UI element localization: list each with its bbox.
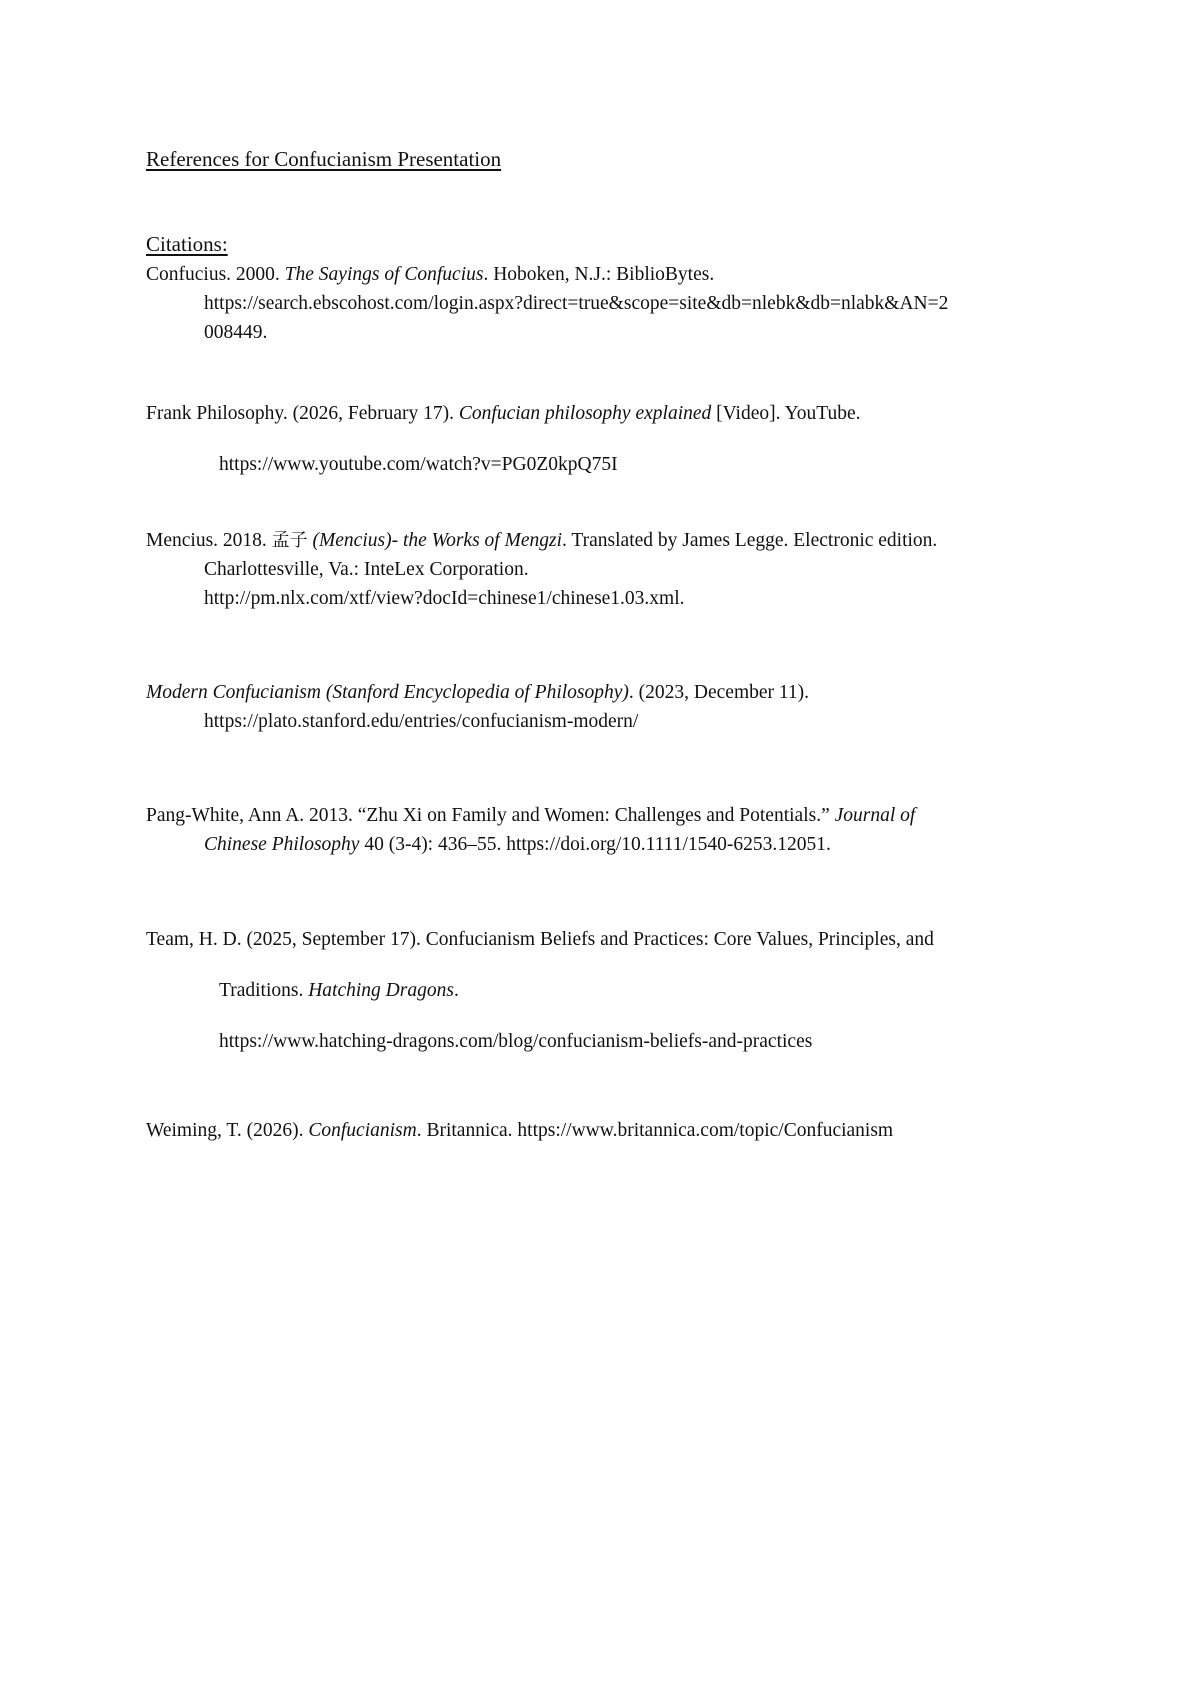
- journal-title-continued: Chinese Philosophy: [204, 834, 360, 855]
- reference-line-continued: Chinese Philosophy 40 (3-4): 436–55. https://doi.org/10.1111/1540-6253.12051.: [204, 834, 831, 855]
- reference-url: https://www.youtube.com/watch?v=PG0Z0kpQ75I: [219, 454, 618, 475]
- reference-url: https://search.ebscohost.com/login.aspx?direct=true&scope=site&db=nlebk&db=nlabk&AN=2: [204, 293, 949, 314]
- site-title: Hatching Dragons: [308, 980, 454, 1001]
- book-title: The Sayings of Confucius: [284, 264, 484, 285]
- reference-mencius: [146, 526, 1066, 613]
- citations-heading: Citations:: [146, 232, 228, 256]
- reference-line: Modern Confucianism (Stanford Encyclopedia of Philosophy). (2023, December 11).: [146, 682, 810, 703]
- reference-confucius: [146, 260, 1066, 347]
- article-title: Modern Confucianism (Stanford Encyclopedia of Philosophy): [146, 682, 629, 703]
- book-title: (Mencius)- the Works of Mengzi: [307, 530, 563, 551]
- reference-url: https://www.hatching-dragons.com/blog/confucianism-beliefs-and-practices: [219, 1031, 813, 1052]
- reference-weiming: [146, 1116, 1066, 1145]
- reference-line-continued: Traditions. Hatching Dragons.: [219, 980, 459, 1001]
- article-title: Confucianism: [308, 1120, 417, 1141]
- chinese-title: 孟子: [271, 530, 308, 551]
- reference-pang-white: [146, 801, 1066, 859]
- reference-publisher: Charlottesville, Va.: InteLex Corporation.: [204, 559, 529, 580]
- reference-line: Weiming, T. (2026). Confucianism. Britannica. https://www.britannica.com/topic/Confucianism: [146, 1120, 894, 1141]
- reference-stanford: [146, 678, 1066, 736]
- reference-line: Team, H. D. (2025, September 17). Confucianism Beliefs and Practices: Core Values, Principles, and: [146, 929, 934, 950]
- journal-title: Journal of: [834, 805, 916, 826]
- reference-line: Pang-White, Ann A. 2013. “Zhu Xi on Family and Women: Challenges and Potentials.” Journal of: [146, 805, 916, 826]
- page-title: References for Confucianism Presentation: [146, 147, 502, 171]
- reference-line: Frank Philosophy. (2026, February 17). Confucian philosophy explained [Video]. YouTube.: [146, 403, 861, 424]
- reference-url: https://plato.stanford.edu/entries/confucianism-modern/: [204, 711, 639, 732]
- reference-line: Mencius. 2018. 孟子 (Mencius)- the Works of Mengzi. Translated by James Legge. Electronic edition.: [146, 530, 938, 551]
- reference-line: Confucius. 2000. The Sayings of Confucius. Hoboken, N.J.: BiblioBytes.: [146, 264, 715, 285]
- video-title: Confucian philosophy explained: [458, 403, 712, 424]
- reference-url: http://pm.nlx.com/xtf/view?docId=chinese1/chinese1.03.xml.: [204, 588, 685, 609]
- reference-url-continued: 008449.: [204, 322, 268, 343]
- reference-frank-philosophy: [146, 399, 1066, 479]
- reference-hatching-dragons: [146, 925, 1066, 1056]
